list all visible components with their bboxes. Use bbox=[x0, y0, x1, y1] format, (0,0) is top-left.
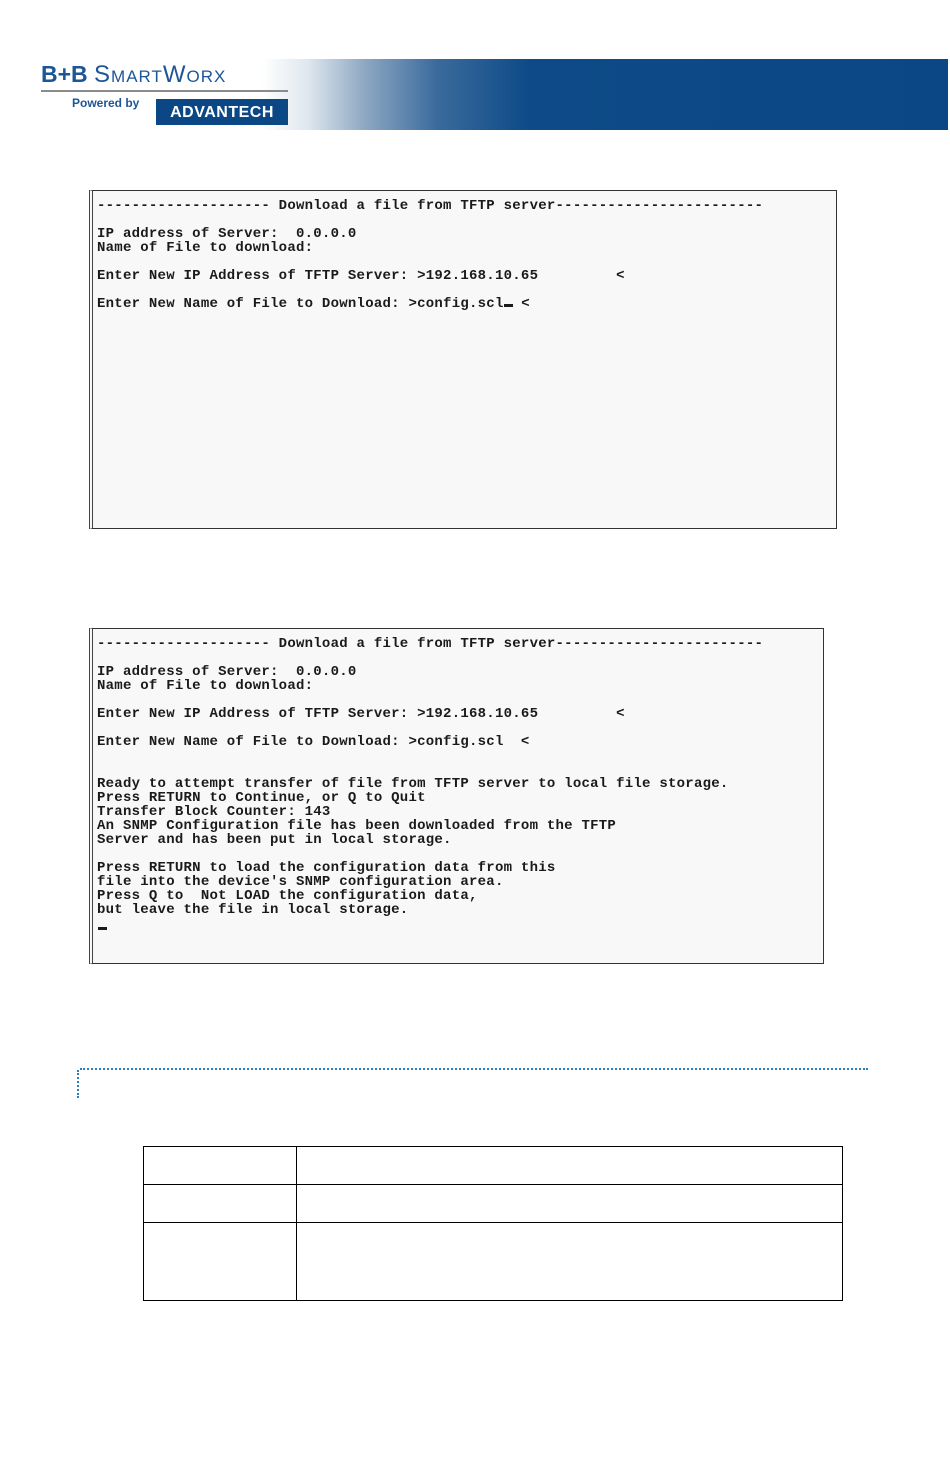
file-prompt-line: Enter New Name of File to Download: >config.scl < bbox=[97, 734, 530, 750]
table-cell bbox=[144, 1147, 297, 1185]
snmp-downloaded-line: An SNMP Configuration file has been downloaded from the TFTP bbox=[97, 818, 617, 834]
ip-prompt-line: Enter New IP Address of TFTP Server: >192.168.10.65 < bbox=[97, 268, 625, 284]
partner-logo: ADVANTECH bbox=[156, 99, 288, 125]
table-cell bbox=[297, 1147, 843, 1185]
table-row bbox=[144, 1223, 843, 1301]
press-return-line: Press RETURN to Continue, or Q to Quit bbox=[97, 790, 426, 806]
terminal-screenshot-tftp-transfer bbox=[89, 628, 824, 964]
ready-line: Ready to attempt transfer of file from TFTP server to local file storage. bbox=[97, 776, 729, 792]
file-name-line: Name of File to download: bbox=[97, 678, 314, 694]
powered-by-label: Powered by bbox=[72, 96, 140, 110]
table-row bbox=[144, 1147, 843, 1185]
table-cell bbox=[144, 1185, 297, 1223]
logo-divider bbox=[41, 90, 288, 92]
file-prompt-tail: < bbox=[512, 296, 530, 312]
file-name-line: Name of File to download: bbox=[97, 240, 314, 256]
table-row bbox=[144, 1185, 843, 1223]
block-counter-line: Transfer Block Counter: 143 bbox=[97, 804, 331, 820]
table-cell bbox=[297, 1185, 843, 1223]
brand-logo bbox=[41, 59, 226, 89]
ip-prompt-line: Enter New IP Address of TFTP Server: >192.168.10.65 < bbox=[97, 706, 625, 722]
file-into-line: file into the device's SNMP configuration area. bbox=[97, 874, 504, 890]
server-storage-line: Server and has been put in local storage. bbox=[97, 832, 452, 848]
parameter-table bbox=[143, 1146, 843, 1301]
table-cell bbox=[144, 1223, 297, 1301]
press-q-line: Press Q to Not LOAD the configuration data, bbox=[97, 888, 478, 904]
terminal-header-line: -------------------- Download a file from TFTP server------------------------ bbox=[97, 636, 764, 652]
text-cursor bbox=[98, 927, 107, 930]
file-prompt-line bbox=[97, 297, 530, 311]
section-divider-corner bbox=[77, 1070, 79, 1098]
section-divider bbox=[80, 1068, 868, 1070]
terminal-screenshot-tftp-input bbox=[89, 190, 837, 529]
press-load-line: Press RETURN to load the configuration data from this bbox=[97, 860, 556, 876]
text-cursor bbox=[504, 304, 513, 307]
file-prompt-text: Enter New Name of File to Download: >config.scl bbox=[97, 296, 504, 312]
brand-name-bb: B+B bbox=[41, 61, 88, 87]
terminal-header-line: -------------------- Download a file from TFTP server------------------------ bbox=[97, 198, 764, 214]
leave-file-line: but leave the file in local storage. bbox=[97, 902, 409, 918]
table-cell bbox=[297, 1223, 843, 1301]
server-ip-line: IP address of Server: 0.0.0.0 bbox=[97, 226, 357, 242]
server-ip-line: IP address of Server: 0.0.0.0 bbox=[97, 664, 357, 680]
brand-name-smartworx: SmartWorx bbox=[94, 61, 227, 88]
